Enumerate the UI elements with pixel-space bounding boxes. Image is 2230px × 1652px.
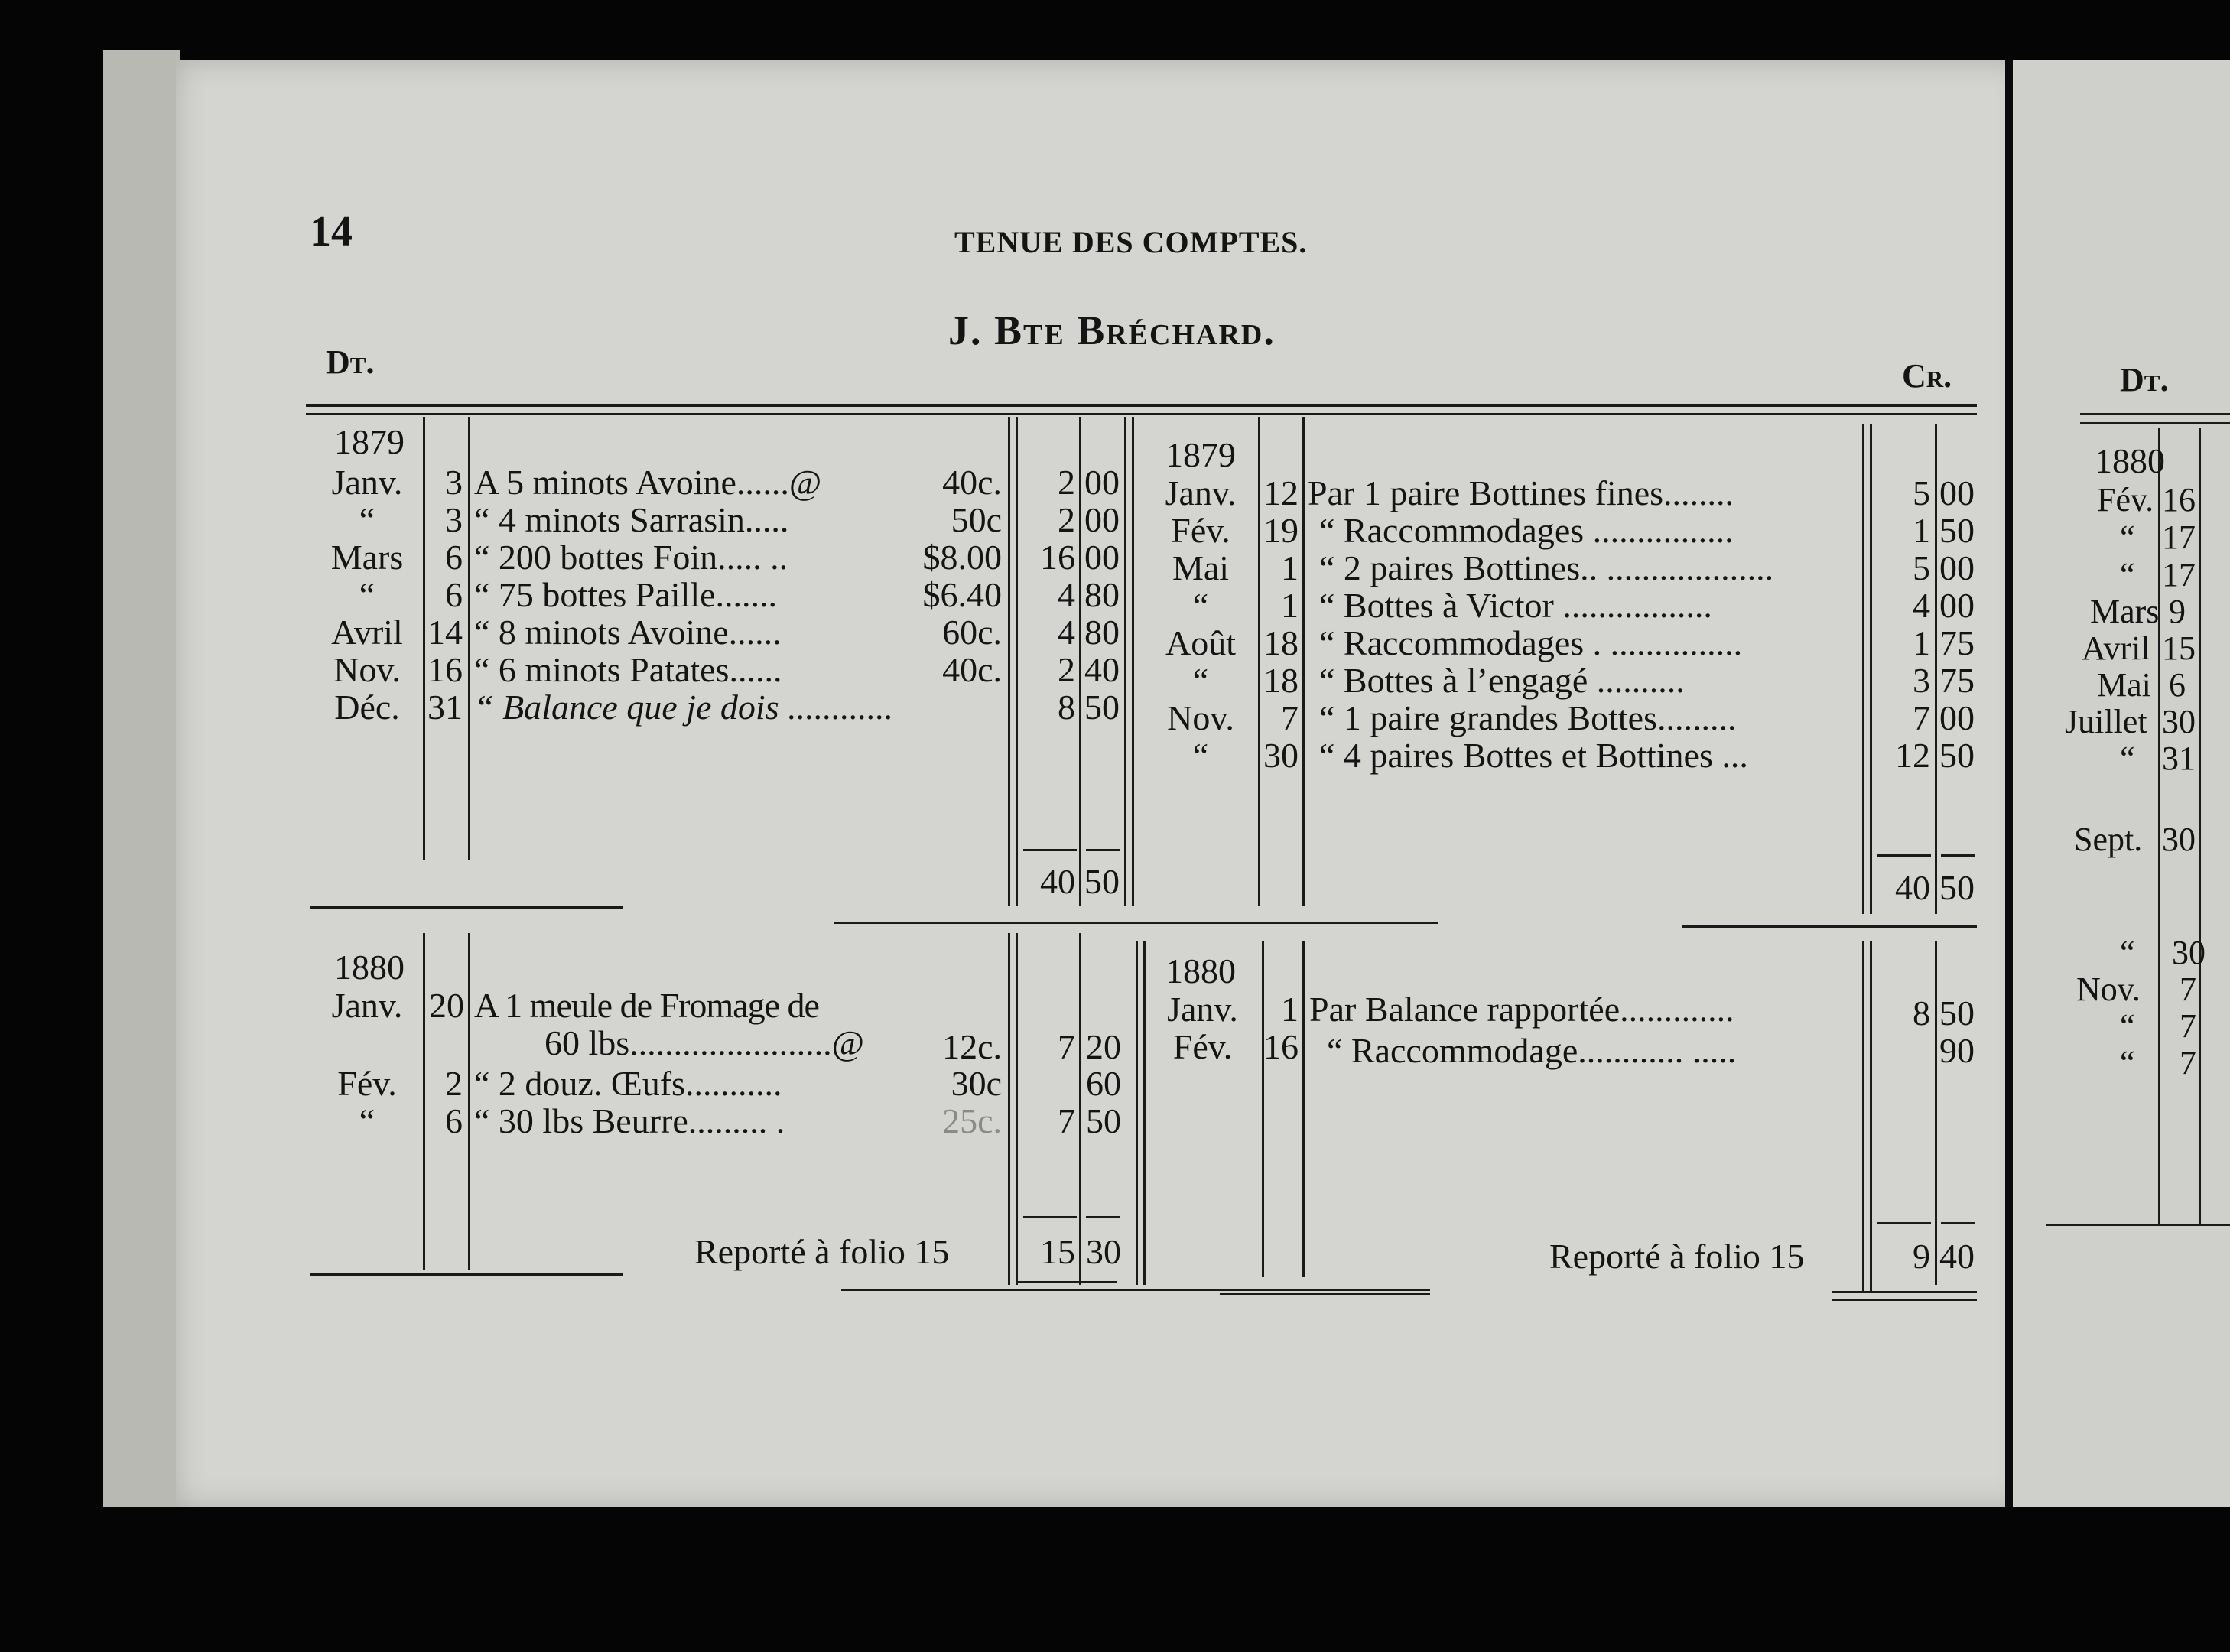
entry-day: 3	[445, 463, 463, 502]
entry-month: Nov.	[1167, 698, 1234, 737]
entry-day: 12	[1263, 473, 1299, 512]
account-name: J. Bte Bréchard.	[948, 307, 1276, 353]
entry-desc: “ Bottes à Victor .................	[1319, 586, 1712, 625]
entry-desc: Par 1 paire Bottines fines........	[1308, 473, 1734, 512]
entry-day: 2	[445, 1064, 463, 1103]
next-day: 15	[2162, 629, 2196, 667]
rule	[2199, 428, 2201, 1224]
entry-cents: 75	[1939, 623, 1975, 662]
next-month: Sept.	[2074, 821, 2143, 858]
next-month: “	[2120, 1044, 2135, 1081]
next-day: 30	[2162, 703, 2196, 740]
debit-1880-carried-label: Reporté à folio 15	[694, 1232, 950, 1271]
entry-month: Août	[1165, 623, 1236, 662]
entry-cents: 20	[1086, 1027, 1121, 1066]
rule	[1132, 417, 1134, 906]
entry-day: 1	[1281, 586, 1299, 625]
rule	[1124, 417, 1126, 906]
entry-day: 20	[429, 986, 464, 1025]
entry-cents: 60	[1086, 1064, 1121, 1103]
next-day: 9	[2169, 593, 2186, 630]
next-day: 31	[2162, 740, 2196, 777]
rule	[1262, 941, 1264, 1277]
rule	[1862, 424, 1864, 914]
subtotal-rule	[1086, 1216, 1120, 1218]
entry-dollars: 5	[1913, 473, 1930, 512]
entry-dollars: 3	[1913, 661, 1930, 700]
entry-desc: “ 6 minots Patates......	[474, 650, 782, 689]
entry-dollars: 5	[1913, 548, 1930, 587]
entry-cents: 40	[1084, 650, 1120, 689]
entry-day: 7	[1281, 698, 1299, 737]
next-page-rule	[2080, 422, 2230, 424]
entry-desc: “ 8 minots Avoine......	[474, 613, 782, 652]
next-page-rule	[2046, 1224, 2230, 1226]
entry-cents: 00	[1084, 538, 1120, 577]
rule	[1143, 941, 1146, 1285]
entry-desc: “ Raccommodages . ...............	[1319, 623, 1743, 662]
credit-1880-carried-dollars: 9	[1913, 1237, 1930, 1276]
bottom-rule	[841, 1289, 1430, 1291]
entry-month: Avril	[331, 613, 403, 652]
next-day: 16	[2162, 481, 2196, 519]
rule	[1862, 941, 1864, 1293]
entry-day: 31	[427, 688, 463, 727]
credit-1880-year: 1880	[1165, 951, 1236, 990]
next-day: 17	[2162, 556, 2196, 593]
entry-desc: “ 1 paire grandes Bottes.........	[1319, 698, 1737, 737]
entry-dollars: 7	[1913, 698, 1930, 737]
subtotal-rule	[1023, 1216, 1077, 1218]
entry-cents: 00	[1084, 500, 1120, 539]
rule	[468, 933, 470, 1270]
entry-month: Fév.	[337, 1064, 397, 1103]
entry-dollars: 1	[1913, 623, 1930, 662]
entry-rate: 40c.	[942, 650, 1002, 689]
entry-month: Déc.	[334, 688, 400, 727]
next-day: 30	[2172, 934, 2206, 971]
next-month: “	[2120, 1007, 2135, 1045]
bottom-rule	[1220, 1293, 1430, 1295]
debit-1879-total-cents: 50	[1084, 862, 1120, 901]
entry-month: Janv.	[331, 463, 403, 502]
entry-dollars: 2	[1058, 500, 1075, 539]
subtotal-rule	[1941, 854, 1975, 857]
next-month: “	[2120, 519, 2135, 556]
entry-month: Janv.	[1167, 990, 1238, 1029]
entry-month: Fév.	[1171, 511, 1230, 550]
entry-rate: 12c.	[942, 1027, 1002, 1066]
entry-month: Nov.	[333, 650, 401, 689]
next-month: “	[2120, 740, 2135, 777]
entry-dollars: 7	[1058, 1027, 1075, 1066]
entry-desc: A 5 minots Avoine......@	[474, 463, 822, 502]
entry-month: “	[359, 500, 375, 539]
entry-rate: 25c.	[942, 1101, 1002, 1140]
bottom-rule	[1832, 1291, 1977, 1293]
rule	[1935, 941, 1937, 1285]
entry-month: Mars	[330, 538, 404, 577]
rule	[1008, 933, 1010, 1285]
entry-dollars: 4	[1058, 575, 1075, 614]
next-day: 17	[2162, 519, 2196, 556]
debit-1879-year: 1879	[334, 422, 405, 461]
entry-desc: A 1 meule de Fromage de	[474, 986, 819, 1025]
top-rule	[306, 404, 1977, 407]
next-month: Nov.	[2076, 971, 2141, 1008]
next-month: Juillet	[2065, 703, 2147, 740]
section-rule	[834, 922, 1438, 924]
entry-desc: 60 lbs.......................@	[544, 1023, 865, 1062]
book-page-edges	[103, 50, 180, 1507]
credit-1879-total-cents: 50	[1939, 868, 1975, 907]
entry-dollars: 1	[1913, 511, 1930, 550]
next-page-rule	[2080, 413, 2230, 415]
entry-cents: 00	[1939, 698, 1975, 737]
debit-1879-total-dollars: 40	[1040, 862, 1075, 901]
entry-cents: 50	[1086, 1101, 1121, 1140]
subtotal-rule	[1877, 1222, 1931, 1224]
entry-month: “	[359, 1101, 375, 1140]
entry-month: Janv.	[331, 986, 403, 1025]
debit-1880-year: 1880	[334, 948, 405, 987]
debit-label: Dt.	[326, 343, 375, 381]
debit-1880-carried-dollars: 15	[1040, 1232, 1075, 1271]
next-day: 6	[2169, 666, 2186, 704]
next-month: “	[2120, 934, 2135, 971]
page-gutter	[2005, 60, 2013, 1507]
entry-day: 19	[1263, 511, 1299, 550]
credit-1880-carried-label: Reporté à folio 15	[1549, 1237, 1805, 1276]
entry-desc: “ Raccommodages ................	[1319, 511, 1734, 550]
entry-desc: “ Balance que je dois ............	[474, 688, 894, 727]
top-rule-2	[306, 413, 1977, 415]
next-month: Mars	[2090, 593, 2160, 630]
entry-dollars: 8	[1913, 993, 1930, 1032]
entry-month: Janv.	[1165, 473, 1237, 512]
subtotal-rule	[1877, 854, 1931, 857]
rule	[1302, 417, 1305, 906]
entry-month: Mai	[1172, 548, 1230, 587]
next-page-year: 1880	[2095, 441, 2165, 480]
entry-month: “	[1192, 736, 1209, 775]
entry-day: 16	[427, 650, 463, 689]
entry-cents: 50	[1939, 511, 1975, 550]
entry-dollars: 2	[1058, 463, 1075, 502]
rule	[1008, 417, 1010, 906]
rule	[1079, 933, 1081, 1285]
entry-cents: 00	[1084, 463, 1120, 502]
entry-desc: “ Bottes à l’engagé ..........	[1319, 661, 1685, 700]
entry-desc: “ 2 douz. Œufs...........	[474, 1064, 782, 1103]
next-page-debit-label: Dt.	[2120, 361, 2169, 398]
entry-desc: Par Balance rapportée.............	[1309, 990, 1734, 1029]
entry-cents: 90	[1939, 1031, 1975, 1070]
entry-dollars: 16	[1040, 538, 1075, 577]
entry-month: “	[1192, 586, 1209, 625]
entry-cents: 50	[1084, 688, 1120, 727]
entry-rate: $6.40	[922, 575, 1002, 614]
entry-month: Fév.	[1172, 1027, 1233, 1066]
entry-cents: 50	[1939, 736, 1975, 775]
entry-desc: “ 4 minots Sarrasin.....	[474, 500, 789, 539]
entry-desc: “ 75 bottes Paille.......	[474, 575, 778, 614]
subtotal-rule	[1086, 849, 1120, 851]
bottom-rule	[310, 1273, 623, 1276]
next-day: 7	[2180, 1007, 2196, 1045]
rule	[1935, 424, 1937, 914]
entry-cents: 50	[1939, 993, 1975, 1032]
entry-month: “	[1192, 661, 1209, 700]
rule	[1302, 941, 1305, 1277]
credit-1880-carried-cents: 40	[1939, 1237, 1975, 1276]
page-header: TENUE DES COMPTES.	[954, 225, 1308, 259]
entry-dollars: 4	[1058, 613, 1075, 652]
entry-dollars: 2	[1058, 650, 1075, 689]
entry-day: 1	[1281, 990, 1299, 1029]
subtotal-rule	[1941, 1222, 1975, 1224]
next-day: 7	[2180, 971, 2196, 1008]
entry-cents: 75	[1939, 661, 1975, 700]
credit-1879-total-dollars: 40	[1895, 868, 1930, 907]
entry-month: “	[359, 575, 375, 614]
entry-dollars: 12	[1895, 736, 1930, 775]
rule	[1136, 941, 1138, 1285]
entry-cents: 80	[1084, 613, 1120, 652]
entry-day: 18	[1263, 623, 1299, 662]
entry-rate: 30c	[951, 1064, 1002, 1103]
entry-day: 1	[1281, 548, 1299, 587]
bottom-rule	[1017, 1281, 1117, 1283]
section-rule	[1682, 925, 1977, 928]
entry-day: 6	[445, 538, 463, 577]
entry-cents: 00	[1939, 548, 1975, 587]
entry-day: 14	[427, 613, 463, 652]
entry-dollars: 8	[1058, 688, 1075, 727]
entry-cents: 00	[1939, 586, 1975, 625]
next-month: Avril	[2082, 629, 2150, 667]
entry-day: 30	[1263, 736, 1299, 775]
credit-label: Cr.	[1902, 357, 1952, 395]
bottom-rule	[1832, 1299, 1977, 1301]
subtotal-rule	[1023, 849, 1077, 851]
entry-desc: “ 30 lbs Beurre......... .	[474, 1101, 785, 1140]
entry-day: 16	[1263, 1027, 1299, 1066]
next-month: Mai	[2097, 666, 2151, 704]
next-month: “	[2120, 556, 2135, 593]
entry-dollars: 4	[1913, 586, 1930, 625]
next-month: Fév.	[2097, 481, 2154, 519]
entry-day: 6	[445, 575, 463, 614]
entry-rate: $8.00	[922, 538, 1002, 577]
entry-day: 3	[445, 500, 463, 539]
credit-1879-year: 1879	[1165, 435, 1236, 474]
rule	[423, 933, 425, 1270]
page-number: 14	[310, 208, 353, 255]
entry-day: 6	[445, 1101, 463, 1140]
next-day: 7	[2180, 1044, 2196, 1081]
rule	[2158, 428, 2160, 1224]
entry-desc: “ 2 paires Bottines.. ...................	[1319, 548, 1774, 587]
entry-rate: 50c	[951, 500, 1002, 539]
entry-dollars: 7	[1058, 1101, 1075, 1140]
entry-day: 18	[1263, 661, 1299, 700]
rule	[468, 417, 470, 860]
entry-rate: 40c.	[942, 463, 1002, 502]
entry-desc: “ 4 paires Bottes et Bottines ...	[1319, 736, 1748, 775]
section-rule	[310, 906, 623, 909]
next-page	[2010, 60, 2230, 1507]
entry-desc: “ 200 bottes Foin..... ..	[474, 538, 788, 577]
next-day: 30	[2162, 821, 2196, 858]
rule	[1079, 417, 1081, 906]
entry-rate: 60c.	[942, 613, 1002, 652]
entry-desc: “ Raccommodage............ .....	[1327, 1031, 1737, 1070]
entry-cents: 00	[1939, 473, 1975, 512]
entry-cents: 80	[1084, 575, 1120, 614]
debit-1880-carried-cents: 30	[1086, 1232, 1121, 1271]
